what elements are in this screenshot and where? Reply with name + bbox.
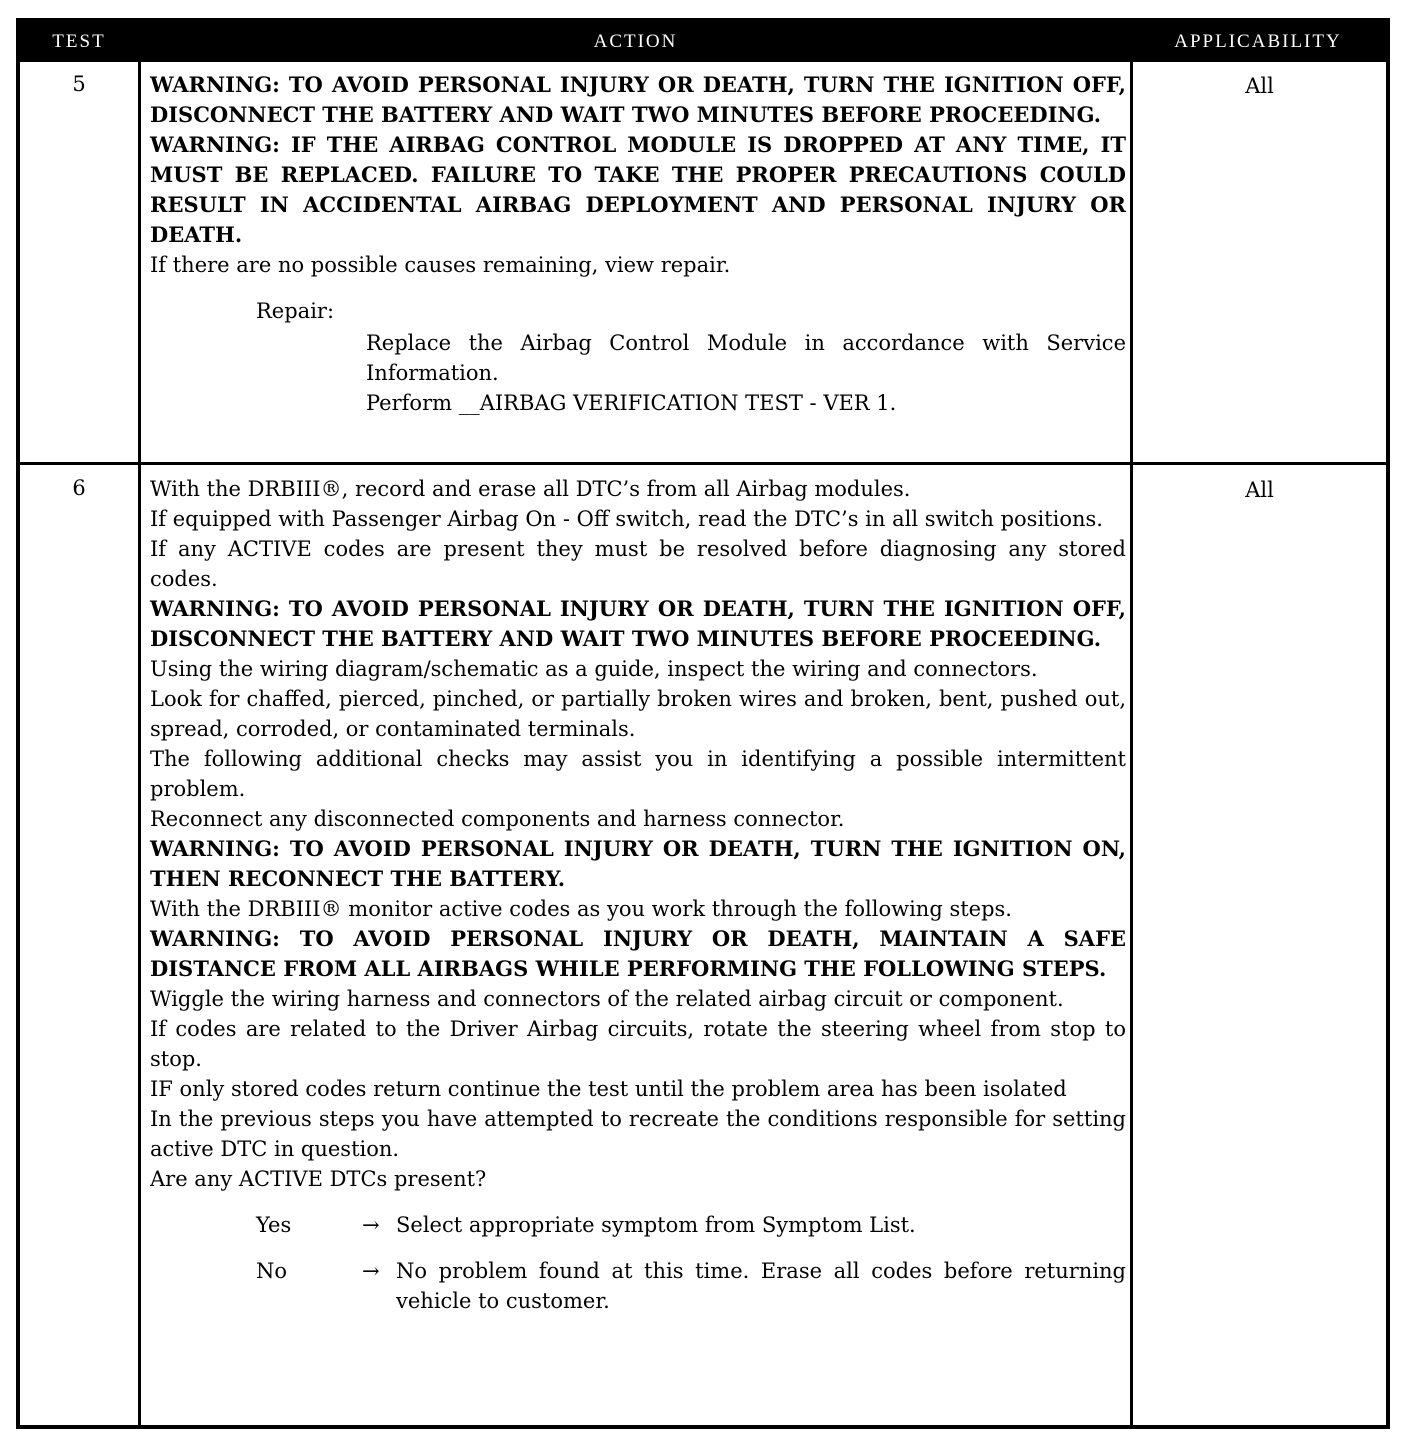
applicability-value: All <box>1245 478 1274 502</box>
instruction-text: If codes are related to the Driver Airbag circuits, rotate the steering wheel from stop to stop. <box>150 1017 1126 1071</box>
test-number: 5 <box>72 72 86 96</box>
instruction-text: With the DRBIII®, record and erase all DTC’s from all Airbag modules. <box>150 477 911 501</box>
row-divider <box>20 462 1386 465</box>
column-divider <box>138 62 141 1425</box>
warning-text: WARNING: TO AVOID PERSONAL INJURY OR DEATH, TURN THE IGNITION ON, THEN RECONNECT THE BATTERY. <box>150 836 1126 891</box>
warning-text: WARNING: TO AVOID PERSONAL INJURY OR DEATH, TURN THE IGNITION OFF, DISCONNECT THE BATTERY AND WAIT TWO MINUTES BEFORE PROCEEDING. <box>150 596 1126 651</box>
diagnostic-table <box>16 18 1390 1429</box>
action-text-test-5 <box>150 70 1126 418</box>
instruction-text: If there are no possible causes remaining, view repair. <box>150 253 731 277</box>
instruction-text: Reconnect any disconnected components and harness connector. <box>150 807 845 831</box>
arrow-icon: → <box>362 1259 380 1283</box>
warning-text: WARNING: TO AVOID PERSONAL INJURY OR DEATH, TURN THE IGNITION OFF, DISCONNECT THE BATTERY AND WAIT TWO MINUTES BEFORE PROCEEDING. <box>150 72 1126 127</box>
choice-text: Select appropriate symptom from Symptom List. <box>396 1213 916 1237</box>
choice-text: No problem found at this time. Erase all codes before returning vehicle to customer. <box>396 1259 1126 1313</box>
instruction-text: Wiggle the wiring harness and connectors of the related airbag circuit or component. <box>150 987 1064 1011</box>
instruction-text: If any ACTIVE codes are present they must be resolved before diagnosing any stored codes. <box>150 537 1126 591</box>
column-divider <box>1130 62 1133 1425</box>
repair-line: Perform __AIRBAG VERIFICATION TEST - VER 1. <box>366 391 897 415</box>
choice-key: Yes <box>256 1213 292 1237</box>
repair-label: Repair: <box>256 299 335 323</box>
instruction-text: IF only stored codes return continue the test until the problem area has been isolated <box>150 1077 1067 1101</box>
header-action: ACTION <box>593 31 678 52</box>
action-text-test-6 <box>150 474 1126 1316</box>
instruction-text: In the previous steps you have attempted to recreate the conditions responsible for setting active DTC in question. <box>150 1107 1126 1161</box>
choice-yes <box>150 1210 1126 1240</box>
test-number: 6 <box>72 476 86 500</box>
table-header <box>20 22 1386 62</box>
instruction-text: If equipped with Passenger Airbag On - Off switch, read the DTC’s in all switch positions. <box>150 507 1103 531</box>
choice-key: No <box>256 1259 288 1283</box>
choice-no <box>150 1256 1126 1316</box>
instruction-text: The following additional checks may assist you in identifying a possible intermittent problem. <box>150 747 1126 801</box>
arrow-icon: → <box>362 1213 380 1237</box>
header-test: TEST <box>52 31 106 52</box>
repair-line: Replace the Airbag Control Module in accordance with Service Information. <box>366 331 1126 385</box>
instruction-text: With the DRBIII® monitor active codes as you work through the following steps. <box>150 897 1012 921</box>
warning-text: WARNING: IF THE AIRBAG CONTROL MODULE IS DROPPED AT ANY TIME, IT MUST BE REPLACED. FAILURE TO TAKE THE PROPER PRECAUTIONS COULD RESULT IN ACCIDENTAL AIRBAG DEPLOYMENT AND PERSONAL INJURY OR DEATH. <box>150 132 1126 247</box>
warning-text: WARNING: TO AVOID PERSONAL INJURY OR DEATH, MAINTAIN A SAFE DISTANCE FROM ALL AIRBAGS WHILE PERFORMING THE FOLLOWING STEPS. <box>150 926 1126 981</box>
instruction-text: Look for chaffed, pierced, pinched, or partially broken wires and broken, bent, pushed out, spread, corroded, or contaminated terminals. <box>150 687 1126 741</box>
instruction-text: Using the wiring diagram/schematic as a guide, inspect the wiring and connectors. <box>150 657 1038 681</box>
applicability-value: All <box>1245 74 1274 98</box>
instruction-text: Are any ACTIVE DTCs present? <box>150 1167 487 1191</box>
header-applicability: APPLICABILITY <box>1174 31 1342 52</box>
